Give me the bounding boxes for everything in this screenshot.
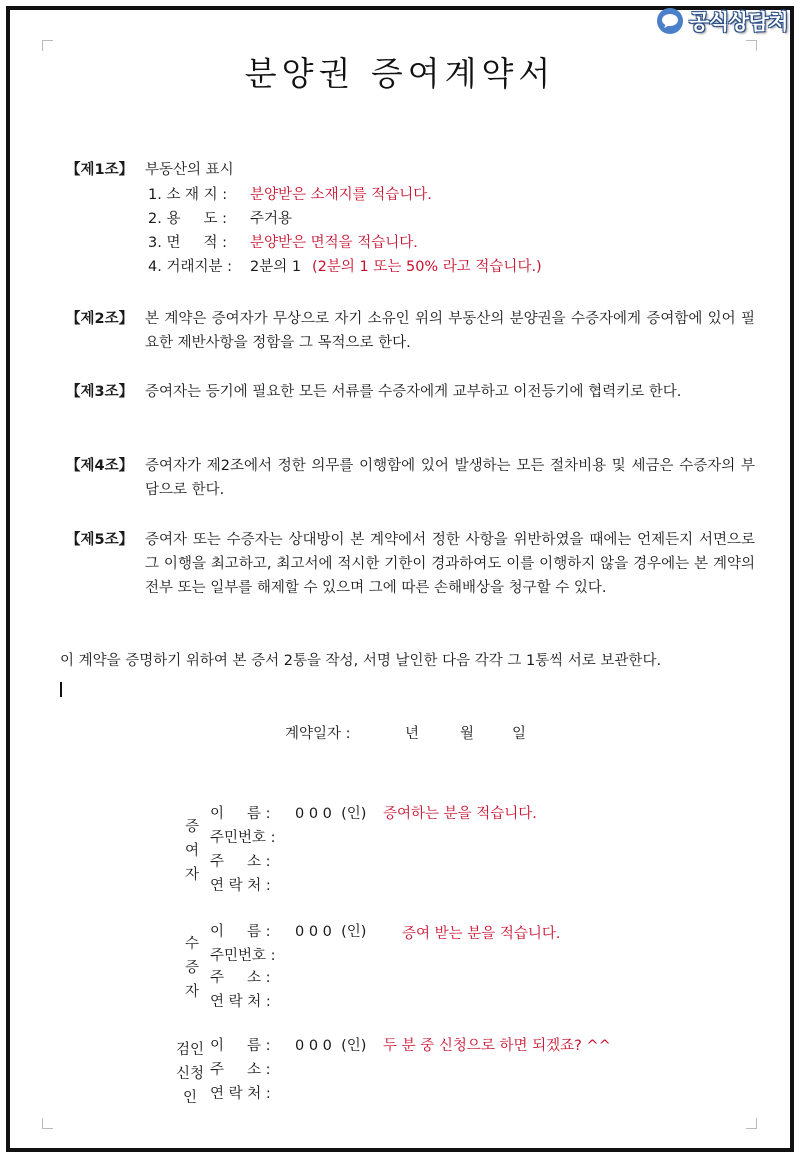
donor-id-label: 주민번호 : [210,830,276,846]
article-1-label: 【제1조】 [66,162,134,178]
witness-contact-label: 연 락 처 : [210,1086,271,1102]
contract-date-month: 월 [460,726,475,742]
article-3-label: 【제3조】 [66,384,134,400]
article-3-text: 증여자는 등기에 필요한 모든 서류를 수증자에게 교부하고 이전등기에 협력키로 한다. [145,384,682,400]
donor-name-value: 0 0 0 (인) [295,806,367,822]
property-share-value: 2분의 1 [250,259,302,275]
witness-name-label: 이 름 : [210,1038,271,1054]
article-1-heading: 부동산의 표시 [145,162,234,178]
property-share-label: 4. 거래지분 : [148,259,232,275]
watermark-logo [657,6,788,36]
witness-address-label: 주 소 : [210,1062,271,1078]
property-location-label: 1. 소 재 지 : [148,187,228,203]
property-location-value: 분양받은 소재지를 적습니다. [250,187,432,203]
witness-note: 두 분 중 신청으로 하면 되겠죠? ^^ [383,1038,611,1054]
crop-mark [42,1118,53,1129]
logo-text: 공식상담처 [689,10,788,34]
contract-date-label: 계약일자 : [285,726,351,742]
donor-name-label: 이 름 : [210,806,271,822]
donee-title: 수 증 자 [184,936,199,1000]
article-4-text: 증여자가 제2조에서 정한 의무를 이행함에 있어 발생하는 모든 절차비용 및 세금은 수증자의 부담으로 한다. [145,458,755,498]
donor-note: 증여하는 분을 적습니다. [383,806,537,822]
witness-title: 검인 신청 인 [175,1042,204,1106]
article-2-label: 【제2조】 [66,311,134,327]
property-area-value: 분양받은 면적을 적습니다. [250,235,418,251]
donee-contact-label: 연 락 처 : [210,994,271,1010]
closing-statement: 이 계약을 증명하기 위하여 본 증서 2통을 작성, 서명 날인한 다음 각각 그 1통씩 서로 보관한다. [60,653,662,669]
donee-note: 증여 받는 분을 적습니다. [402,926,561,942]
article-5-text: 증여자 또는 수증자는 상대방이 본 계약에서 정한 사항을 위반하였을 때에는 언제든지 서면으로 그 이행을 최고하고, 최고서에 적시한 기한이 경과하여도 이를 이행하지 않을 경우에는 본 계약의 전부 또는 일부를 해제할 수 있으며 그에 따른 손해배상을 청구할 수 있다. [145,532,755,596]
donee-address-label: 주 소 : [210,970,271,986]
donor-title: 증 여 자 [184,819,199,883]
donee-id-label: 주민번호 : [210,948,276,964]
donor-address-label: 주 소 : [210,854,271,870]
property-area-label: 3. 면 적 : [148,235,227,251]
text-cursor [60,682,62,697]
crop-mark [746,1118,757,1129]
article-2-text: 본 계약은 증여자가 무상으로 자기 소유인 위의 부동산의 분양권을 수증자에게 증여함에 있어 필요한 제반사항을 정함을 그 목적으로 한다. [145,311,755,351]
contract-date-year: 년 [405,726,420,742]
donor-contact-label: 연 락 처 : [210,878,271,894]
speech-bubble-icon [657,8,683,34]
donee-name-label: 이 름 : [210,924,271,940]
article-5-label: 【제5조】 [66,532,134,548]
contract-date-day: 일 [512,726,527,742]
property-use-value: 주거용 [250,211,293,227]
donee-name-value: 0 0 0 (인) [295,924,367,940]
article-4-label: 【제4조】 [66,458,134,474]
witness-name-value: 0 0 0 (인) [295,1038,367,1054]
property-share-note: (2분의 1 또는 50% 라고 적습니다.) [312,259,542,275]
property-use-label: 2. 용 도 : [148,211,227,227]
document-title: 분양권 증여계약서 [244,54,556,93]
